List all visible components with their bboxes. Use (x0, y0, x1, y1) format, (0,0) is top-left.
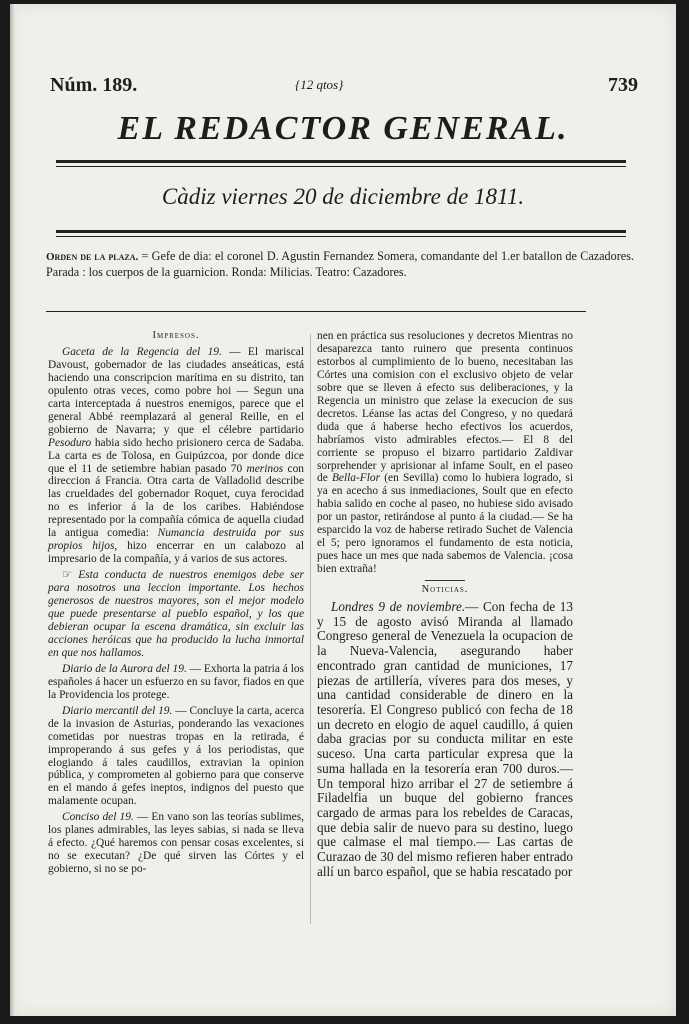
page-number: 739 (608, 74, 638, 96)
issue-number: Núm. 189. (50, 74, 138, 96)
editorial-note: ☞ Esta conducta de nuestros enemigos debe ser para nosotros una leccion importante. Los hechos generosos de nuestros mayores, son el mejor modelo que puede presentarse al pueblo español, y los que debieran ocupar la escena dramática, sin excluir las acciones heróicas que ha producido la lucha inmortal en que nos hallamos. (48, 569, 304, 659)
date-rule-thick (56, 230, 626, 233)
londres-paragraph: Londres 9 de noviembre.— Con fecha de 13 y 15 de agosto avisó Miranda al llamado Congreso general de Venezuela la ocupacion de la Nueva-Valencia, asegurando haber encontrado gran cantidad de municiones, 17 piezas de artillería, víveres para dos meses, y una cantidad considerable de dinero en la tesorería. El Congreso publicó con fecha de 18 un decreto en elogio de aquel caudillo, á quien daba gracias por su conducta militar en este suceso. Una carta particular expresa que la suma hallada en la tesorería eran 700 duros.— Un temporal hizo arribar el 27 de setiembre á Filadelfia un buque del gobierno frances cargado de armas para los rebeldes de Caracas, que debia salir de nuevo para su destino, luego que calmase el mal tiempo.— Las cartas de Curazao de 30 del mismo refieren haber entrado allí un barco español, que se habia rescatado por (317, 599, 573, 879)
orden-de-la-plaza (46, 249, 634, 279)
pointing-hand-icon: ☞ (62, 569, 73, 582)
orden-label: Orden de la plaza. (46, 251, 139, 263)
column-divider (310, 334, 311, 924)
section-divider (46, 311, 586, 312)
newspaper-title: EL REDACTOR GENERAL. (117, 110, 569, 147)
page-binding-edge (10, 4, 16, 1016)
short-rule (425, 580, 465, 581)
aurora-paragraph: Diario de la Aurora del 19. — Exhorta la patria á los españoles á hacer un esfuerzo en su favor, fiados en que la Providencia los protege. (48, 662, 304, 701)
title-rule-thin (56, 166, 626, 167)
right-column (317, 330, 573, 882)
conciso-paragraph: Conciso del 19. — En vano son las teorías sublimes, los planes admirables, las leyes sabias, si nada se lleva á efecto. ¿Qué haremos con pensar cosas excelentes, si no se executan? ¿De qué sirven las Córtes y el gobierno, si no se po- (48, 811, 304, 876)
left-column (48, 330, 304, 879)
dateline: Càdiz viernes 20 de diciembre de 1811. (161, 184, 525, 209)
date-rule-thin (56, 236, 626, 237)
conciso-continuation: nen en práctica sus resoluciones y decretos Mientras no desaparezca tanto ruinero que presenta continuos estorbos al cumplimiento de lo bueno, necesitaban las Córtes una comision con el exclusivo objeto de velar sobre que se lleven á efecto sus deliberaciones, y la Regencia un ministro que zelase la execucion de sus decretos. Léanse las actas del Congreso, y no quedará duda que á haberse hecho efectivos los acuerdos, habríamos visto admirables efectos.— El 8 del corriente se propuso el bizarro partidario Zaldivar sorprehender y aprisionar al infame Soult, en el paseo de Bella-Flor (en Sevilla) como lo hubiera logrado, si ya en acecho á sus inmediaciones, Soult que en efecto habia salido en coche al paseo, no hubiese sido avisado por un pastor, retirándose al punto á la ciudad.— Se ha esparcido la voz de haberse retirado Suchet de Valencia el 5; pero ignoramos el fundamento de esta noticia, pues hace un mes que nada sabemos de Valencia. ¡cosa bien extraña! (317, 330, 573, 576)
title-rule-thick (56, 160, 626, 163)
masthead-row (50, 74, 636, 104)
mercantil-paragraph: Diario mercantil del 19. — Concluye la carta, acerca de la invasion de Asturias, ponderando las vexaciones cometidas por nuestras tropas en la retirada, é improperando á sus gefes y á los periodistas, que elogiando á tales caudillos, extravian la opinion pública, y comprometen al gobierno para que conserve en el mando á gefes ineptos, indignos del puesto que malamente ocupan. (48, 704, 304, 808)
orden-text: = Gefe de dia: el coronel D. Agustin Fernandez Somera, comandante del 1.er batallon de Cazadores. Parada : los cuerpos de la guarnicion. Ronda: Milicias. Teatro: Cazadores. (46, 249, 635, 279)
impresos-heading: Impresos. (152, 330, 200, 341)
gaceta-paragraph: Gaceta de la Regencia del 19. — El mariscal Davoust, gobernador de las ciudades anseáticas, está haciendo una conscripcion marítima en su distrito, tan opulento otras veces, como pobre hoi — Segun una carta interceptada á nuestros enemigos, parece que el general Abbé reemplazará al general Reille, en el gobierno de Navarra; y que el célebre partidario Pesoduro habia sido hecho prisionero cerca de Sadaba. La carta es de Tolosa, en Guipúzcoa, por donde dice que el 11 de setiembre habian pasado 70 merinos con direccion á Francia. Otra carta de Valladolid describe las crueldades del gobernador Roquet, cuya ferocidad no es inferior á la de los caribes. Habiéndose representado por la compañía cómica de aquella ciudad la antigua comedia: Numancia destruida por sus propios hijos, hizo encerrar en un calabozo al impresario de la compañía, y á varios de sus actores. (48, 345, 305, 566)
issue-price: {12 qtos} (295, 77, 344, 92)
newspaper-page (10, 4, 676, 1016)
noticias-heading: Noticias. (421, 584, 469, 596)
